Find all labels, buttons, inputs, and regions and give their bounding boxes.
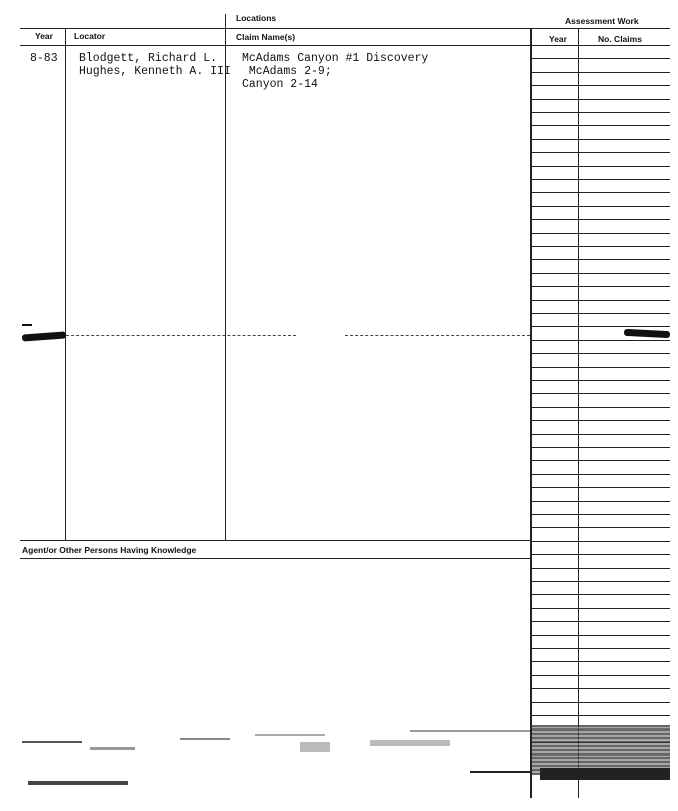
scan-noise-bottom-3	[180, 738, 230, 740]
scan-noise-bottom-8	[28, 781, 128, 785]
assessment-work-row-line	[531, 514, 670, 515]
fold-line-right	[345, 335, 530, 336]
scan-noise-bottom-5	[300, 742, 330, 752]
column-divider-locator-claims	[225, 14, 226, 541]
column-header-year: Year	[35, 31, 53, 41]
assessment-work-row-line	[531, 313, 670, 314]
locator-line: Blodgett, Richard L.	[79, 52, 218, 65]
assessment-work-row-line	[531, 139, 670, 140]
claim-name-line: Canyon 2-14	[242, 78, 318, 91]
assessment-work-row-line	[531, 688, 670, 689]
assessment-work-row-line	[531, 192, 670, 193]
assessment-work-row-line	[531, 648, 670, 649]
assessment-work-row-line	[531, 273, 670, 274]
scan-mark-left	[22, 331, 66, 341]
assessment-work-row-line	[531, 206, 670, 207]
assessment-work-row-line	[531, 407, 670, 408]
fold-line-left	[66, 335, 296, 336]
agent-section-bottom-rule	[20, 558, 531, 559]
claim-name-line: McAdams Canyon #1 Discovery	[242, 52, 429, 65]
scan-noise-bottom-6	[370, 740, 450, 746]
assessment-work-row-line	[531, 166, 670, 167]
assessment-work-rows	[531, 45, 670, 765]
assessment-work-row-line	[531, 554, 670, 555]
assessment-work-row-line	[531, 702, 670, 703]
assessment-work-group-header: Assessment Work	[565, 16, 639, 26]
assessment-work-row-line	[531, 474, 670, 475]
assessment-work-row-line	[531, 125, 670, 126]
assessment-work-row-line	[531, 300, 670, 301]
assessment-work-row-line	[531, 487, 670, 488]
assessment-work-row-line	[531, 661, 670, 662]
column-header-locator: Locator	[74, 31, 106, 41]
assessment-work-row-line	[531, 527, 670, 528]
assessment-work-row-line	[531, 594, 670, 595]
scan-noise-bottom-2	[90, 747, 135, 750]
assessment-work-row-line	[531, 621, 670, 622]
scan-mark-left-tick	[22, 324, 32, 326]
claim-names-cell	[242, 52, 428, 91]
assessment-work-row-line	[531, 434, 670, 435]
assessment-work-row-line	[531, 233, 670, 234]
assessment-work-row-line	[531, 286, 670, 287]
assessment-work-row-line	[531, 152, 670, 153]
assessment-work-row-line	[531, 501, 670, 502]
column-header-aw-year: Year	[549, 34, 567, 44]
scan-noise-bottom-1	[22, 741, 82, 743]
assessment-work-row-line	[531, 353, 670, 354]
assessment-work-row-line	[531, 326, 670, 327]
entry-year: 8-83	[30, 52, 58, 65]
assessment-work-row-line	[531, 635, 670, 636]
column-header-no-claims: No. Claims	[598, 34, 642, 44]
column-header-claim-names: Claim Name(s)	[236, 32, 296, 42]
agent-section-top-rule	[20, 540, 531, 541]
assessment-work-row-line	[531, 367, 670, 368]
assessment-work-row-line	[531, 460, 670, 461]
locator-line: Hughes, Kenneth A. III	[79, 65, 231, 78]
assessment-work-row-line	[531, 85, 670, 86]
assessment-work-row-line	[531, 715, 670, 716]
assessment-work-row-line	[531, 675, 670, 676]
scan-noise-bottom-9	[470, 771, 530, 773]
assessment-work-row-line	[531, 246, 670, 247]
header-top-rule	[20, 28, 670, 29]
assessment-work-row-line	[531, 608, 670, 609]
column-divider-year-locator	[65, 28, 66, 541]
assessment-work-row-line	[531, 340, 670, 341]
scan-block-bottom-right-2	[540, 768, 670, 780]
assessment-work-row-line	[531, 420, 670, 421]
assessment-work-row-line	[531, 393, 670, 394]
locations-group-header: Locations	[236, 13, 277, 23]
assessment-work-row-line	[531, 541, 670, 542]
assessment-work-row-line	[531, 219, 670, 220]
assessment-work-row-line	[531, 99, 670, 100]
agent-section-label: Agent/or Other Persons Having Knowledge	[22, 545, 197, 555]
locator-cell	[79, 52, 231, 78]
assessment-work-row-line	[531, 259, 670, 260]
assessment-work-row-line	[531, 447, 670, 448]
claim-name-line: McAdams 2-9;	[242, 65, 332, 78]
assessment-work-row-line	[531, 581, 670, 582]
scan-noise-bottom-4	[255, 734, 325, 736]
assessment-work-row-line	[531, 568, 670, 569]
assessment-work-row-line	[531, 112, 670, 113]
assessment-work-row-line	[531, 58, 670, 59]
assessment-work-row-line	[531, 179, 670, 180]
assessment-work-row-line	[531, 72, 670, 73]
assessment-work-row-line	[531, 380, 670, 381]
scan-noise-bottom-7	[410, 730, 530, 732]
